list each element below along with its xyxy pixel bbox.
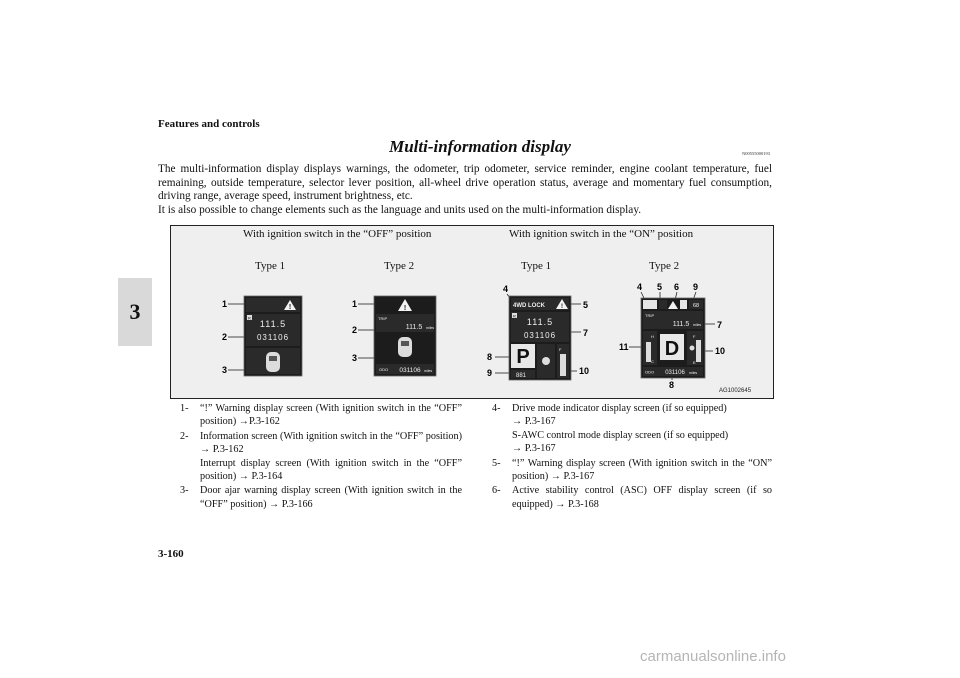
car-door-icon: [266, 352, 280, 372]
callout-7-on-t2: 7: [717, 320, 723, 330]
list-item-number: 5-: [492, 457, 501, 469]
screen-on-type1: [483, 282, 595, 382]
type-label-on-2: Type 2: [649, 260, 680, 272]
callout-5-on-t1: 5: [583, 300, 589, 310]
figure-image-code: AG1002645: [719, 388, 752, 394]
type-label-off-1: Type 1: [255, 260, 286, 272]
list-item-number: 4-: [492, 403, 501, 414]
trip-value-off-t1: 111.5: [259, 319, 287, 329]
callout-9-on-t1: 9: [487, 368, 493, 378]
list-item-number: 6-: [492, 485, 501, 497]
callout-2-off-t2: 2: [352, 325, 358, 335]
list-item-text: “!” Warning display screen (With ignition switch in the “ON” position) → P.3-167: [512, 457, 772, 483]
odo-value-on-t1: 031106: [523, 331, 557, 340]
badge-f: F: [559, 347, 562, 352]
callout-1-off-t2: 1: [352, 299, 358, 309]
list-item-text: “!” Warning display screen (With ignition switch in the “OFF” position) →P.3-162: [200, 403, 462, 428]
svg-text:!: !: [288, 304, 292, 311]
badge-f: F: [693, 334, 696, 339]
list-item-text: → P.3-167: [512, 416, 556, 428]
odo-value-off-t2: 031106: [399, 367, 421, 374]
list-item-number: 1-: [180, 403, 189, 414]
list-item-number: 2-: [180, 430, 189, 442]
callout-8-on-t1: 8: [487, 352, 493, 362]
trip-value-on-t2: 111.5: [672, 321, 690, 328]
callout-4-on-t1: 4: [503, 284, 509, 294]
callout-10-on-t2: 10: [715, 346, 726, 356]
list-item: [180, 484, 462, 511]
asc-off-icon: [680, 300, 687, 309]
miles-label: miles: [689, 371, 698, 375]
trip-label-off-t2: TRIP: [378, 316, 388, 321]
list-item-text: Active stability control (ASC) OFF display screen (if so equipped) → P.3-168: [512, 485, 772, 510]
odo-value-on-t2: 031106: [665, 370, 685, 376]
type-label-on-1: Type 1: [521, 260, 552, 272]
display-figure: [170, 225, 774, 399]
badge-h: H: [651, 334, 654, 339]
miles-label: miles: [693, 323, 702, 327]
callout-3-off-t2: 3: [352, 353, 358, 363]
odo-label-on-t2: ODO: [645, 369, 655, 375]
odo-label-off-t2: ODO: [379, 367, 389, 372]
badge-e: E: [693, 360, 696, 365]
callout-1-off-t1: 1: [222, 299, 228, 309]
callout-4-on-t2: 4: [637, 282, 643, 292]
callout-2-off-t1: 2: [222, 332, 228, 342]
section-header: Features and controls: [158, 118, 260, 130]
list-item-text: Door ajar warning display screen (With ignition switch in the “OFF” position) → P.3-166: [200, 485, 462, 510]
legend-list-right: [492, 402, 772, 512]
list-item-text: → P.3-167: [512, 443, 556, 455]
screen-off-type2: [346, 292, 446, 380]
intro-paragraph-2: It is also possible to change elements such as the language and units used on the multi-information display.: [158, 203, 642, 216]
svg-text:!: !: [403, 305, 407, 312]
list-item-text: Drive mode indicator display screen (if so equipped): [512, 403, 727, 414]
miles-label: miles: [424, 369, 433, 373]
list-item: [180, 402, 462, 429]
page-number: 3-160: [158, 548, 184, 560]
badge-r: R: [513, 313, 516, 319]
callout-10-on-t1: 10: [579, 366, 590, 376]
fuel-gauge-bar: [560, 354, 566, 376]
gear-p-indicator: P: [516, 346, 530, 368]
page-title: Multi-information display: [389, 137, 571, 156]
range-value: 881: [515, 373, 527, 379]
badge-r: R: [248, 315, 251, 321]
fuel-pump-icon: [690, 346, 695, 351]
intro-text: [158, 163, 772, 217]
screen-off-type1: [216, 292, 316, 380]
car-door-icon: [398, 337, 412, 357]
callout-6-on-t2: 6: [674, 282, 680, 292]
list-item-text: Information screen (With ignition switch in the “OFF” position) → P.3-162: [200, 430, 462, 456]
list-item: [492, 457, 772, 484]
list-item: [492, 402, 772, 456]
badge-c: C: [651, 359, 654, 364]
caption-on: With ignition switch in the “ON” position: [509, 228, 694, 240]
odo-value-off-t1: 031106: [256, 333, 290, 342]
legend-list-left: [180, 402, 462, 512]
trip-value-on-t1: 111.5: [526, 317, 554, 327]
callout-11-on-t2: 11: [619, 342, 629, 352]
trip-value-off-t2: 111.5: [405, 324, 423, 331]
fuel-gauge-bar: [696, 340, 701, 362]
list-item: [492, 484, 772, 511]
svg-text:!: !: [561, 304, 563, 310]
list-item-text: S-AWC control mode display screen (if so equipped): [512, 429, 729, 441]
callout-9-on-t2: 9: [693, 282, 699, 292]
miles-label: miles: [426, 326, 435, 330]
callout-8-on-t2: 8: [669, 380, 675, 390]
callout-5-on-t2: 5: [657, 282, 663, 292]
intro-paragraph-1: The multi-information display displays warnings, the odometer, trip odometer, service reminder, engine coolant temperature, fuel remaining, outside temperature, selector lever position, all-wheel drive operation status, average and momentary fuel consumption, driving range, average speed, instrument brightness, etc.: [158, 163, 772, 203]
chapter-tab: 3: [118, 278, 152, 346]
document-code: N00555000193: [742, 151, 770, 156]
list-item: [180, 430, 462, 484]
list-item-text: Interrupt display screen (With ignition switch in the “OFF” position) → P.3-164: [200, 457, 462, 483]
outside-temp-value: 68: [692, 303, 700, 309]
screen-on-type2: [617, 280, 737, 390]
caption-off: With ignition switch in the “OFF” position: [243, 228, 432, 240]
watermark: carmanualsonline.info: [640, 648, 786, 665]
fuel-pump-icon: [542, 357, 550, 365]
callout-3-off-t1: 3: [222, 365, 228, 375]
callout-7-on-t1: 7: [583, 328, 589, 338]
list-item-number: 3-: [180, 485, 189, 497]
gear-d-indicator: D: [664, 338, 680, 360]
trip-label-on-t2: TRIP: [645, 313, 655, 318]
four-wd-lock-label: 4WD LOCK: [513, 303, 545, 309]
type-label-off-2: Type 2: [384, 260, 415, 272]
